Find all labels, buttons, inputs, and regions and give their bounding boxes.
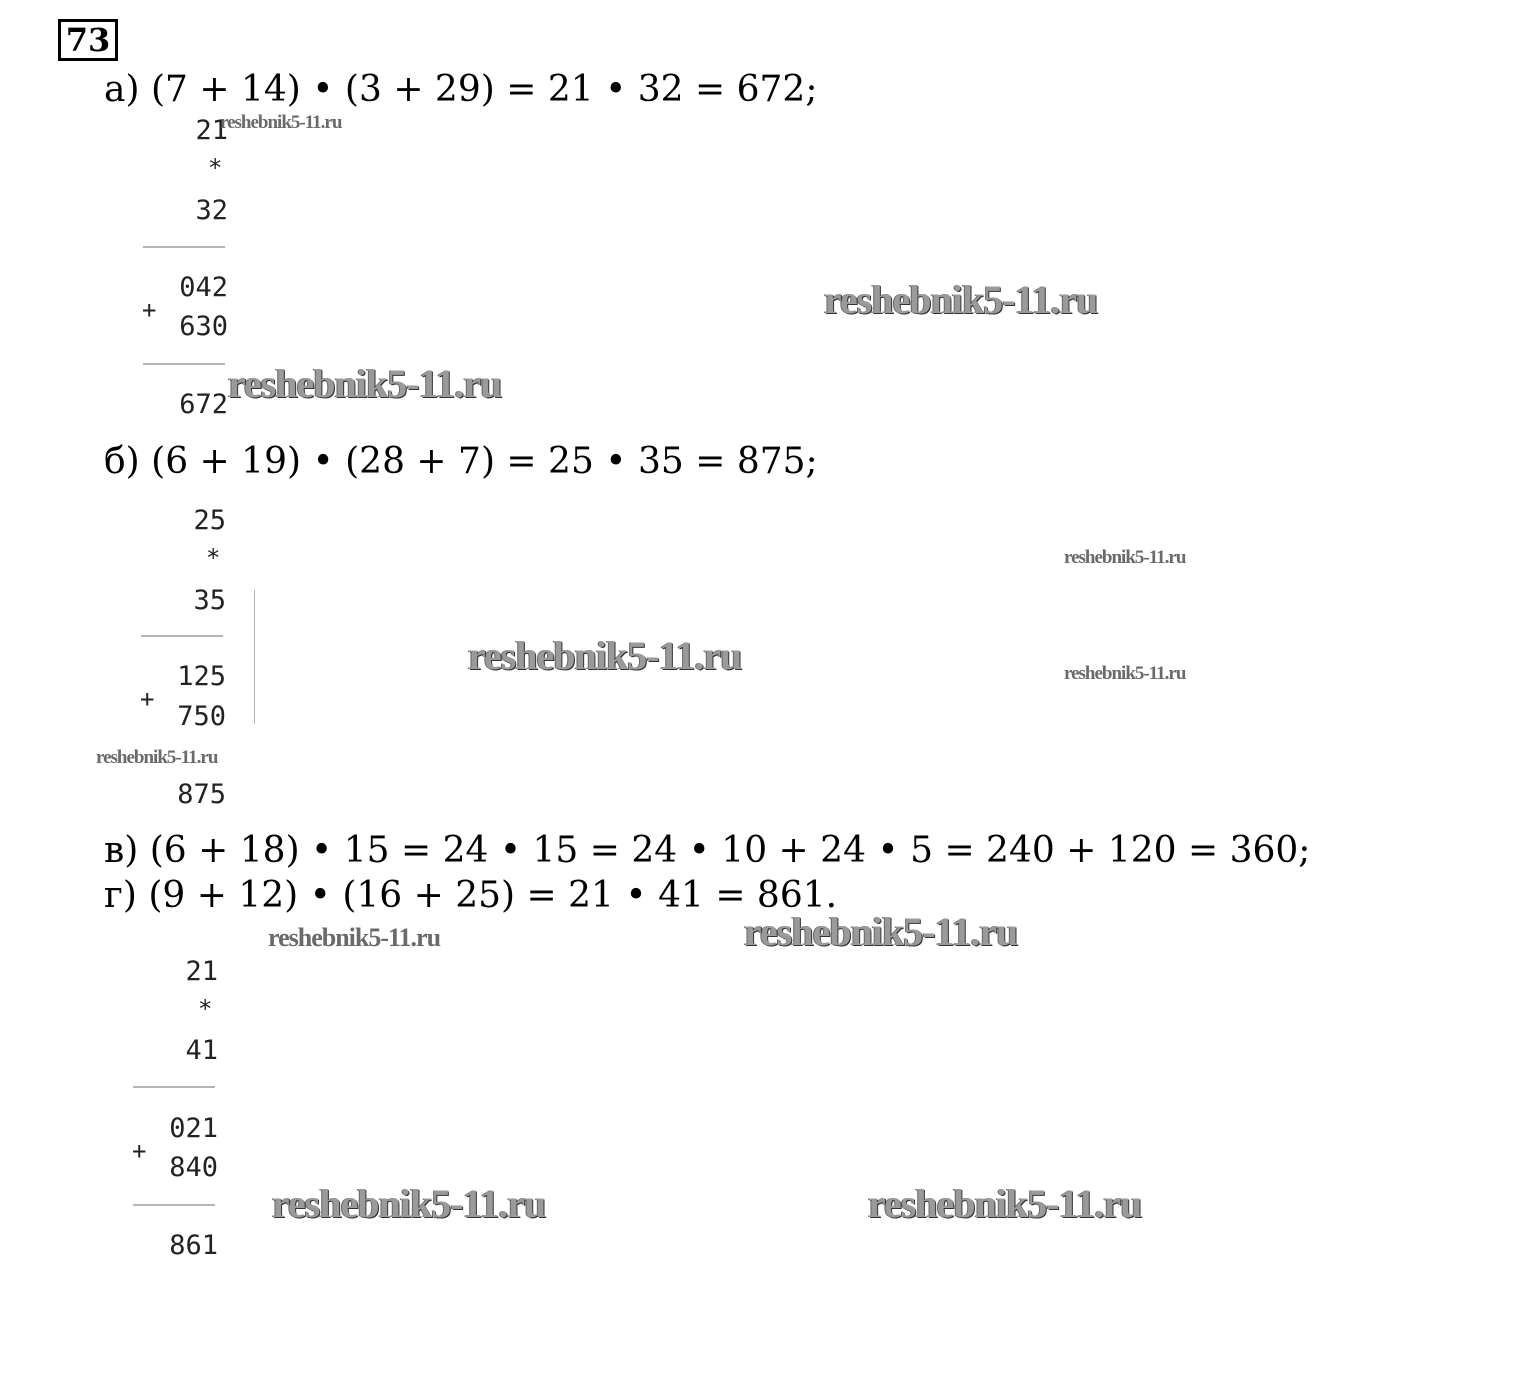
- column-a-partial-2: 630: [179, 311, 228, 342]
- column-b-plus-sign: +: [140, 685, 155, 713]
- column-g-partial-2: 840: [169, 1152, 218, 1183]
- watermark: reshebnik5-11.ru: [228, 361, 502, 406]
- task-number-box: [58, 19, 118, 61]
- column-b-rule-1: [141, 635, 223, 637]
- column-a-result: 672: [179, 389, 228, 420]
- column-g-rule-2: [133, 1204, 215, 1206]
- column-g-result: 861: [169, 1230, 218, 1261]
- watermark: reshebnik5-11.ru: [468, 633, 742, 678]
- watermark: reshebnik5-11.ru: [268, 923, 441, 952]
- column-a-plus-sign: +: [142, 296, 157, 324]
- watermark: reshebnik5-11.ru: [96, 747, 218, 768]
- column-b-result: 875: [177, 779, 226, 810]
- watermark: reshebnik5-11.ru: [744, 909, 1018, 954]
- watermark: reshebnik5-11.ru: [824, 277, 1098, 322]
- column-g-top: 21: [185, 956, 218, 987]
- column-g-rule-1: [133, 1086, 215, 1088]
- column-a-top: 21: [195, 115, 228, 146]
- column-a-partial-1: 042: [179, 272, 228, 303]
- watermark: reshebnik5-11.ru: [868, 1181, 1142, 1226]
- column-b-vertical-line: [254, 590, 255, 724]
- column-b-partial-1: 125: [177, 661, 226, 692]
- task-number: 73: [65, 21, 111, 59]
- column-b-partial-2: 750: [177, 701, 226, 732]
- column-g-multiply-sign: *: [198, 995, 213, 1023]
- column-g-bottom: 41: [185, 1035, 218, 1066]
- column-g-plus-sign: +: [132, 1137, 147, 1165]
- equation-g: г) (9 + 12) • (16 + 25) = 21 • 41 = 861.: [104, 875, 838, 916]
- equation-v: в) (6 + 18) • 15 = 24 • 15 = 24 • 10 + 24 • 5 = 240 + 120 = 360;: [104, 830, 1311, 871]
- column-b-bottom: 35: [193, 585, 226, 616]
- column-a-multiply-sign: *: [208, 154, 223, 182]
- watermark: reshebnik5-11.ru: [272, 1181, 546, 1226]
- column-a-rule-1: [143, 246, 225, 248]
- equation-a: а) (7 + 14) • (3 + 29) = 21 • 32 = 672;: [104, 69, 818, 110]
- watermark: reshebnik5-11.ru: [220, 112, 342, 133]
- column-b-multiply-sign: *: [206, 544, 221, 572]
- column-a-bottom: 32: [195, 195, 228, 226]
- watermark: reshebnik5-11.ru: [1064, 663, 1186, 684]
- column-a-rule-2: [143, 363, 225, 365]
- column-g-partial-1: 021: [169, 1113, 218, 1144]
- column-b-top: 25: [193, 505, 226, 536]
- equation-b: б) (6 + 19) • (28 + 7) = 25 • 35 = 875;: [104, 441, 818, 482]
- watermark: reshebnik5-11.ru: [1064, 547, 1186, 568]
